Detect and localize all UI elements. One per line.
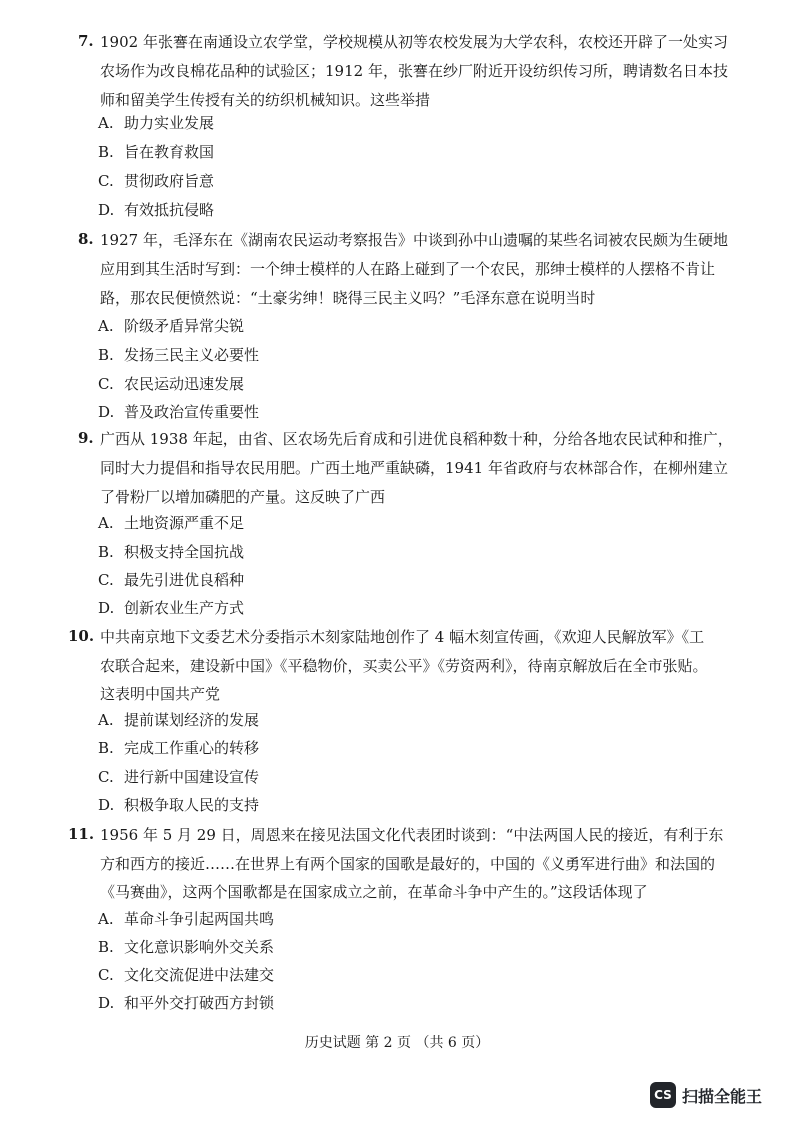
option-d: D. 普及政治宣传重要性: [98, 403, 260, 421]
option-b: B. 积极支持全国抗战: [98, 543, 245, 561]
question-number: 9.: [78, 429, 94, 447]
camscanner-logo-icon: CS: [650, 1082, 676, 1108]
option-b: B. 发扬三民主义必要性: [98, 346, 260, 364]
page-footer: 历史试题 第 2 页 （共 6 页）: [304, 1035, 490, 1051]
question-stem-line: 农联合起来，建设新中国》《平稳物价，买卖公平》《劳资两利》，待南京解放后在全市张贴。: [100, 657, 708, 675]
option-d: D. 积极争取人民的支持: [98, 796, 260, 814]
question-number: 7.: [78, 32, 94, 50]
question-stem-line: 路，那农民便愤然说：“土豪劣绅！晓得三民主义吗？”毛泽东意在说明当时: [100, 289, 596, 307]
option-c: C. 文化交流促进中法建交: [98, 966, 275, 984]
question-number: 8.: [78, 230, 94, 248]
question-stem-line: 《马赛曲》，这两个国歌都是在国家成立之前，在革命斗争中产生的。”这段话体现了: [100, 883, 648, 901]
option-c: C. 贯彻政府旨意: [98, 172, 215, 190]
question-stem-line: 师和留美学生传授有关的纺织机械知识。这些举措: [100, 91, 431, 109]
question-stem-line: 方和西方的接近……在世界上有两个国家的国歌是最好的，中国的《义勇军进行曲》和法国的: [100, 855, 716, 873]
question-stem-line: 1902 年张謇在南通设立农学堂，学校规模从初等农校发展为大学农科，农校还开辟了一处实习: [100, 33, 728, 51]
option-a: A. 革命斗争引起两国共鸣: [98, 910, 275, 928]
question-stem-line: 广西从 1938 年起，由省、区农场先后育成和引进优良稻种数十种，分给各地农民试种和推广，: [100, 430, 733, 448]
option-d: D. 和平外交打破西方封锁: [98, 994, 275, 1012]
option-c: C. 进行新中国建设宣传: [98, 768, 260, 786]
option-b: B. 旨在教育救国: [98, 143, 215, 161]
question-stem-line: 同时大力提倡和指导农民用肥。广西土地严重缺磷，1941 年省政府与农林部合作，在柳州建立: [100, 459, 728, 477]
question-stem-line: 应用到其生活时写到：一个绅士模样的人在路上碰到了一个农民，那绅士模样的人摆格不肯让: [100, 260, 716, 278]
option-c: C. 农民运动迅速发展: [98, 375, 245, 393]
question-number: 11.: [68, 825, 95, 843]
option-b: B. 完成工作重心的转移: [98, 739, 260, 757]
option-a: A. 阶级矛盾异常尖锐: [98, 317, 245, 335]
question-stem-line: 中共南京地下文委艺术分委指示木刻家陆地创作了 4 幅木刻宣传画，《欢迎人民解放军》《工: [100, 628, 705, 646]
option-a: A. 助力实业发展: [98, 114, 215, 132]
option-d: D. 创新农业生产方式: [98, 599, 245, 617]
watermark-text: 扫描全能王: [682, 1086, 763, 1106]
option-a: A. 土地资源严重不足: [98, 514, 245, 532]
option-c: C. 最先引进优良稻种: [98, 571, 245, 589]
option-b: B. 文化意识影响外交关系: [98, 938, 275, 956]
option-a: A. 提前谋划经济的发展: [98, 711, 260, 729]
question-stem-line: 农场作为改良棉花品种的试验区；1912 年，张謇在纱厂附近开设纺织传习所，聘请数名日本技: [100, 62, 728, 80]
question-stem-line: 这表明中国共产党: [100, 685, 221, 703]
camscanner-watermark: [650, 1082, 762, 1108]
option-d: D. 有效抵抗侵略: [98, 201, 215, 219]
question-stem-line: 了骨粉厂以增加磷肥的产量。这反映了广西: [100, 488, 386, 506]
question-stem-line: 1927 年，毛泽东在《湖南农民运动考察报告》中谈到孙中山遗嘱的某些名词被农民颇为生硬地: [100, 231, 728, 249]
question-number: 10.: [68, 627, 95, 645]
question-stem-line: 1956 年 5 月 29 日，周恩来在接见法国文化代表团时谈到：“中法两国人民的接近，有利于东: [100, 826, 724, 844]
